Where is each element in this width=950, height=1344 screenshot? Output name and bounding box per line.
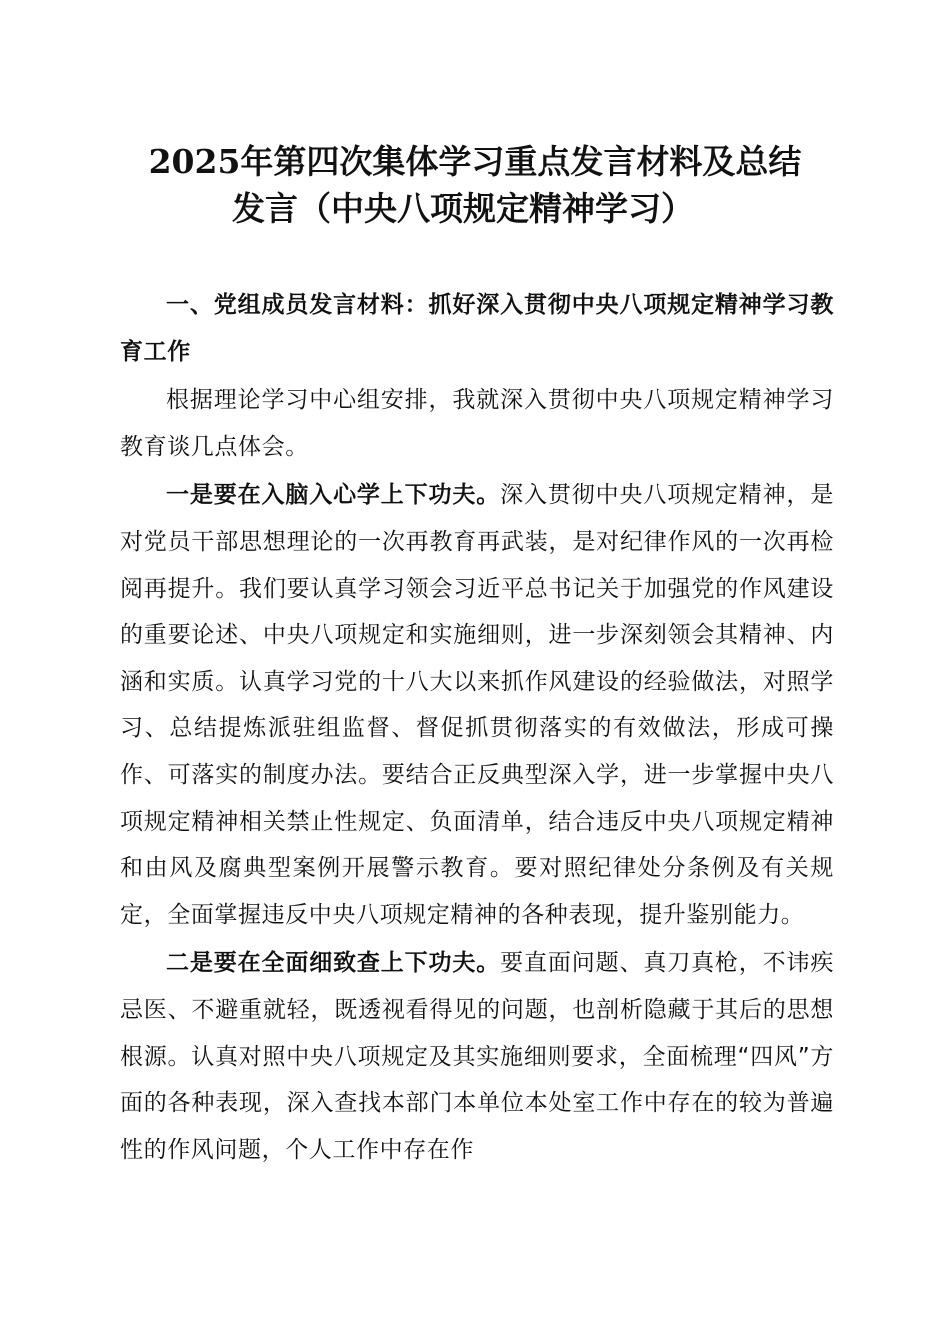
- point-two-body: 要直面问题、真刀真枪，不讳疾忌医、不避重就轻，既透视看得见的问题，也剖析隐藏于其后的思想根源。认真对照中央八项规定及其实施细则要求，全面梳理“四风”方面的各种表现，深入查找本部门本单位本处室工作中存在的较为普遍性的作风问题，个人工作中存在作: [120, 950, 835, 1163]
- document-body: [120, 282, 834, 1175]
- intro-paragraph: 根据理论学习中心组安排，我就深入贯彻中央八项规定精神学习教育谈几点体会。: [120, 387, 834, 460]
- point-one-body: 深入贯彻中央八项规定精神，是对党员干部思想理论的一次再教育再武装，是对纪律作风的一次再检阅再提升。我们要认真学习领会习近平总书记关于加强党的作风建设的重要论述、中央八项规定和实施细则，进一步深刻领会其精神、内涵和实质。认真学习党的十八大以来抓作风建设的经验做法，对照学习、总结提炼派驻组监督、督促抓贯彻落实的有效做法，形成可操作、可落实的制度办法。要结合正反典型深入学，进一步掌握中央八项规定精神相关禁止性规定、负面清单，结合违反中央八项规定精神和由风及腐典型案例开展警示教育。要对照纪律处分条例及有关规定，全面掌握违反中央八项规定精神的各种表现，提升鉴别能力。: [120, 482, 835, 928]
- title-line-2: 发言（中央八项规定精神学习）: [232, 189, 694, 228]
- point-two-paragraph: [120, 940, 834, 1173]
- point-one-paragraph: [120, 472, 834, 938]
- title-line-1: 2025年第四次集体学习重点发言材料及总结: [148, 142, 802, 181]
- section-heading: 一、党组成员发言材料：抓好深入贯彻中央八项规定精神学习教育工作: [120, 292, 834, 365]
- point-two-lead: 二是要在全面细致查上下功夫。: [166, 950, 501, 977]
- point-one-lead: 一是要在入脑入心学上下功夫。: [166, 482, 501, 509]
- document-title: [100, 138, 850, 232]
